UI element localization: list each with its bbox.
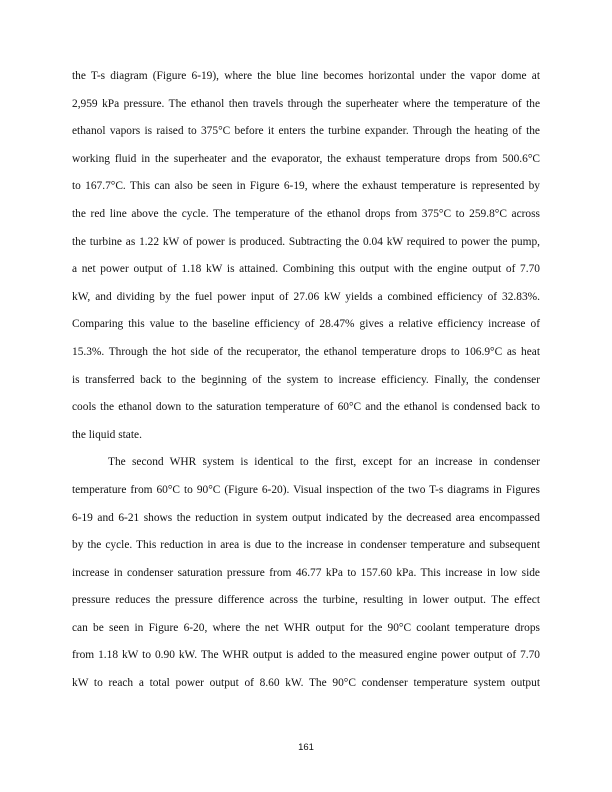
text-line: from 1.18 kW to 0.90 kW. The WHR output is added to the measured engine power output of 7.70	[72, 649, 540, 662]
text-line: kW to reach a total power output of 8.60 kW. The 90°C condenser temperature system output	[72, 677, 540, 690]
text-line: working fluid in the superheater and the evaporator, the exhaust temperature drops from 500.6°C	[72, 152, 540, 165]
text-line: 15.3%. Through the hot side of the recuperator, the ethanol temperature drops to 106.9°C as heat	[72, 345, 540, 358]
text-line: Comparing this value to the baseline efficiency of 28.47% gives a relative efficiency increase of	[72, 318, 540, 331]
text-line: temperature from 60°C to 90°C (Figure 6-20). Visual inspection of the two T-s diagrams in Figures	[72, 483, 540, 496]
text-line: can be seen in Figure 6-20, where the net WHR output for the 90°C coolant temperature drops	[72, 621, 540, 634]
text-line: 2,959 kPa pressure. The ethanol then travels through the superheater where the temperature of the	[72, 97, 540, 110]
text-line: 6-19 and 6-21 shows the reduction in system output indicated by the decreased area encompassed	[72, 511, 540, 524]
text-line: the T-s diagram (Figure 6-19), where the blue line becomes horizontal under the vapor dome at	[72, 70, 540, 82]
text-line: a net power output of 1.18 kW is attained. Combining this output with the engine output of 7.70	[72, 263, 540, 276]
text-line: The second WHR system is identical to the first, except for an increase in condenser	[108, 456, 540, 469]
text-line: ethanol vapors is raised to 375°C before it enters the turbine expander. Through the heating of the	[72, 125, 540, 138]
paragraph-1	[72, 63, 540, 449]
text-line: by the cycle. This reduction in area is due to the increase in condenser temperature and subsequent	[72, 539, 540, 552]
text-line: pressure reduces the pressure difference across the turbine, resulting in lower output. The effect	[72, 594, 540, 607]
text-line: to 167.7°C. This can also be seen in Figure 6-19, where the exhaust temperature is represented by	[72, 180, 540, 193]
text-line: cools the ethanol down to the saturation temperature of 60°C and the ethanol is condensed back to	[72, 401, 540, 414]
page-number: 161	[298, 742, 314, 753]
body-text	[72, 63, 540, 698]
text-line: the red line above the cycle. The temperature of the ethanol drops from 375°C to 259.8°C across	[72, 207, 540, 220]
text-line: is transferred back to the beginning of the system to increase efficiency. Finally, the condenser	[72, 373, 540, 386]
text-line: kW, and dividing by the fuel power input of 27.06 kW yields a combined efficiency of 32.83%.	[72, 290, 540, 303]
text-line: the turbine as 1.22 kW of power is produced. Subtracting the 0.04 kW required to power the pump,	[72, 235, 540, 248]
text-line: increase in condenser saturation pressure from 46.77 kPa to 157.60 kPa. This increase in low side	[72, 566, 540, 579]
paragraph-2	[72, 449, 540, 697]
text-line: the liquid state.	[72, 428, 142, 441]
